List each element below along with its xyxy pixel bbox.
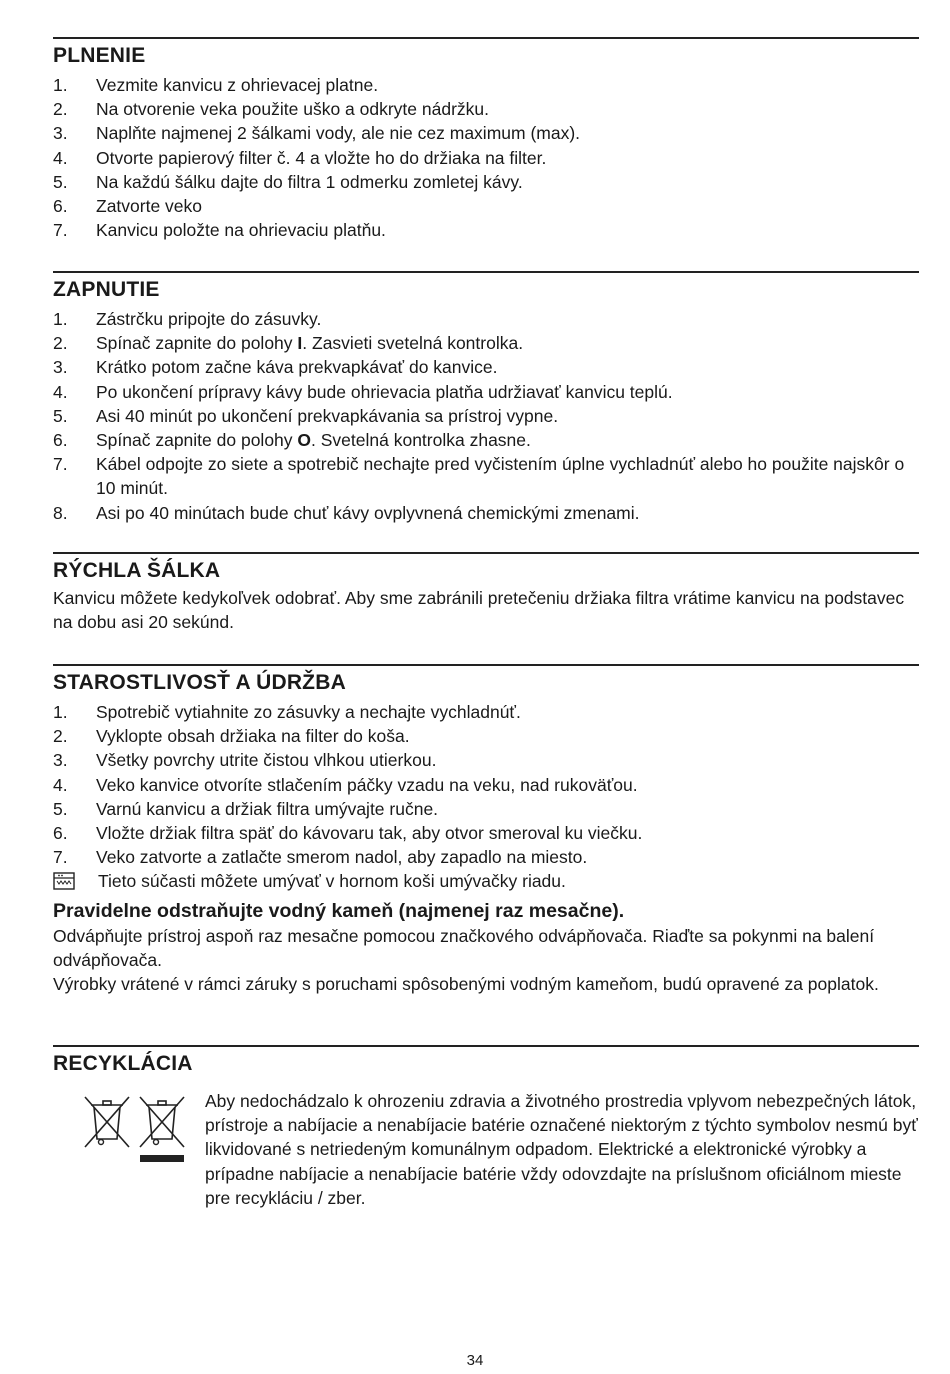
section-title-recyklacia: RECYKLÁCIA <box>53 1052 193 1075</box>
plnenie-steps <box>53 73 919 242</box>
list-item: 3. Krátko potom začne káva prekvapkávať do kanvice. <box>53 357 498 378</box>
page-number: 34 <box>466 1352 484 1369</box>
list-item: 6. Vložte držiak filtra späť do kávovaru tak, aby otvor smeroval ku viečku. <box>53 823 643 844</box>
list-item: 5. Asi 40 minút po ukončení prekvapkávania sa prístroj vypne. <box>53 405 559 426</box>
list-item: 2. Vyklopte obsah držiaka na filter do koša. <box>53 726 410 747</box>
list-item: 6. Spínač zapnite do polohy O. Svetelná kontrolka zhasne. <box>53 430 531 451</box>
list-item: 3. Všetky povrchy utrite čistou vlhkou utierkou. <box>53 750 437 771</box>
list-item: 6. Zatvorte veko <box>53 196 203 217</box>
section-title-starostlivost: STAROSTLIVOSŤ A ÚDRŽBA <box>53 671 346 694</box>
list-item: 1. Vezmite kanvicu z ohrievacej platne. <box>53 75 379 95</box>
list-item: 4. Po ukončení prípravy kávy bude ohrievacia platňa udržiavať kanvicu teplú. <box>53 381 673 402</box>
descale-heading: Pravidelne odstraňujte vodný kameň (najmenej raz mesačne). <box>53 899 625 922</box>
document-page <box>53 37 919 1210</box>
weee-symbols <box>83 1095 193 1165</box>
list-item: 4. Otvorte papierový filter č. 4 a vložte ho do držiaka na filter. <box>53 147 547 168</box>
crossed-bin-icon <box>83 1095 193 1165</box>
descale-text: Odvápňujte prístroj aspoň raz mesačne pomocou značkového odvápňovača. Riaďte sa pokynmi na balení odvápňovača. <box>53 925 875 970</box>
section-starostlivost <box>53 664 919 1045</box>
zapnutie-steps <box>53 307 919 525</box>
list-item: 3. Naplňte najmenej 2 šálkami vody, ale nie cez maximum (max). <box>53 123 581 144</box>
section-title-plnenie: PLNENIE <box>53 44 146 67</box>
dishwasher-note: Tieto súčasti môžete umývať v hornom koši umývačky riadu. <box>53 869 919 893</box>
rychla-salka-text: Kanvicu môžete kedykoľvek odobrať. Aby sme zabránili pretečeniu držiaka filtra vrátime kanvicu na podstavec na dobu asi 20 sekúnd. <box>53 588 905 633</box>
list-item: 7. Kábel odpojte zo siete a spotrebič nechajte pred vyčistením úplne vychladnúť alebo ho použite najskôr o 10 minút. <box>53 454 905 499</box>
recycling-text: Aby nedochádzalo k ohrozeniu zdravia a životného prostredia vplyvom nebezpečných látok, prístroje a nabíjacie a nenabíjacie batérie označené niektorým z týchto symbolov nesmú byť likvidované s netriedeným komunálnym odpadom. Elektrické a elektronické výrobky a prípadne nabíjacie a nenabíjacie batérie vždy odovzdajte na príslušnom oficiálnom mieste pre recykláciu / zber. <box>205 1091 918 1208</box>
section-title-zapnutie: ZAPNUTIE <box>53 278 160 301</box>
list-item: 1. Spotrebič vytiahnite zo zásuvky a nechajte vychladnúť. <box>53 702 521 722</box>
section-rychla-salka <box>53 552 919 664</box>
recycling-block <box>53 1089 919 1210</box>
starostlivost-steps <box>53 700 919 869</box>
section-recyklacia <box>53 1045 919 1210</box>
list-item: 8. Asi po 40 minútach bude chuť kávy ovplyvnená chemickými zmenami. <box>53 502 640 523</box>
list-item: 7. Kanvicu položte na ohrievaciu platňu. <box>53 220 386 241</box>
dishwasher-safe-icon <box>53 872 75 890</box>
section-zapnutie <box>53 271 919 552</box>
list-item: 7. Veko zatvorte a zatlačte smerom nadol, aby zapadlo na miesto. <box>53 847 588 868</box>
list-item: 4. Veko kanvice otvoríte stlačením páčky vzadu na veku, nad rukoväťou. <box>53 774 638 795</box>
section-title-rychla-salka: RÝCHLA ŠÁLKA <box>53 559 221 582</box>
list-item: 2. Spínač zapnite do polohy I. Zasvieti svetelná kontrolka. <box>53 333 524 354</box>
warranty-text: Výrobky vrátené v rámci záruky s poruchami spôsobenými vodným kameňom, budú opravené za poplatok. <box>53 974 879 995</box>
list-item: 1. Zástrčku pripojte do zásuvky. <box>53 309 322 329</box>
list-item: 2. Na otvorenie veka použite uško a odkryte nádržku. <box>53 99 489 120</box>
section-plnenie <box>53 37 919 271</box>
list-item: 5. Varnú kanvicu a držiak filtra umývajte ručne. <box>53 798 439 819</box>
list-item: 5. Na každú šálku dajte do filtra 1 odmerku zomletej kávy. <box>53 171 523 192</box>
